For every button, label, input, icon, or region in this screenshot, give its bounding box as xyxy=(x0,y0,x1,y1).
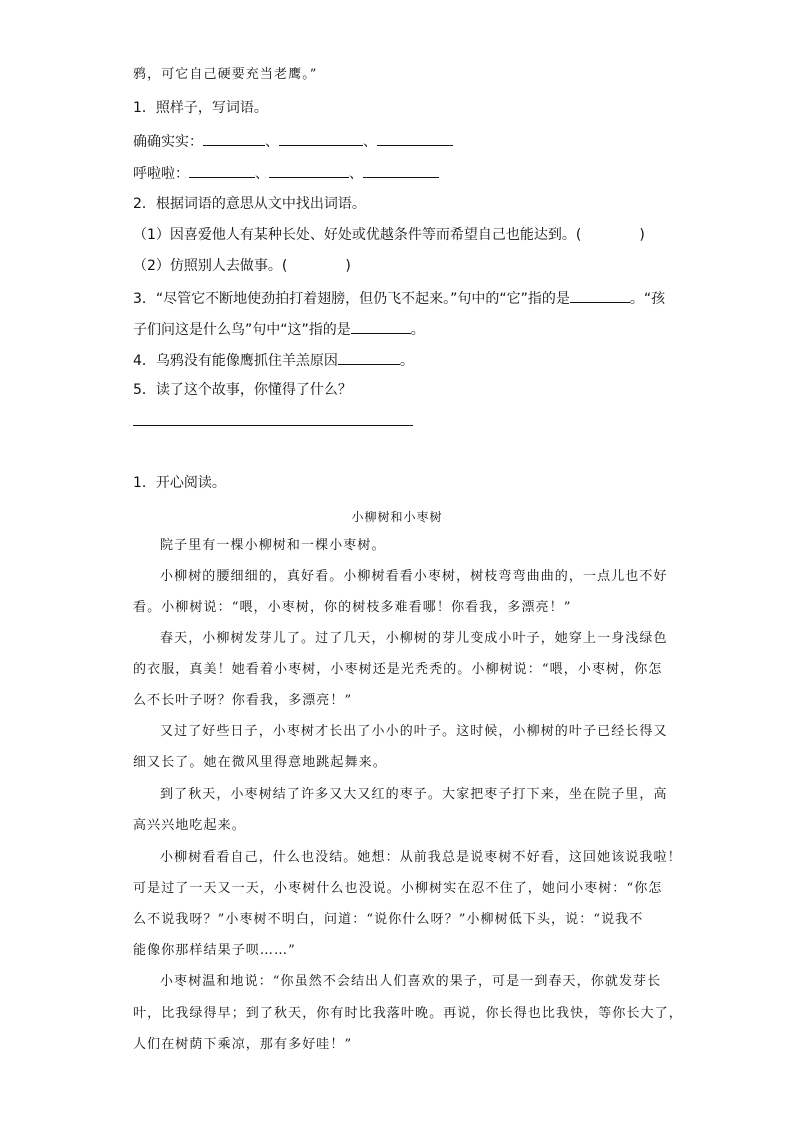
story-line: 春天，小柳树发芽儿了。过了几天，小柳树的芽儿变成小叶子，她穿上一身浅绿色 xyxy=(160,631,668,646)
story-line: 细又长了。她在微风里得意地跳起舞来。 xyxy=(133,755,387,770)
question-2: 2．根据词语的意思从文中找出词语。 xyxy=(133,196,366,212)
separator: 、 xyxy=(349,166,363,182)
answer-blank[interactable] xyxy=(189,163,255,178)
story-line: 小柳树的腰细细的，真好看。小柳树看看小枣树，树枝弯弯曲曲的，一点儿也不好 xyxy=(160,569,668,584)
answer-line-q5[interactable] xyxy=(133,425,413,426)
story-line: 小枣树温和地说：“你虽然不会结出人们喜欢的果子，可是一到春天，你就发芽长 xyxy=(160,974,662,989)
q3-text-b: 。“孩 xyxy=(629,291,666,307)
question-1: 1．照样子，写词语。 xyxy=(133,100,268,116)
q4-text: 4．乌鸦没有能像鹰抓住羊羔原因 xyxy=(133,353,338,369)
question-3-line-2 xyxy=(133,319,425,339)
question-5: 5．读了这个故事，你懂得了什么？ xyxy=(133,382,352,398)
close-paren: ) xyxy=(345,258,351,274)
story-line: 叶，比我绿得早；到了秋天，你有时比我落叶晚。再说，你长得也比我快，等你长大了， xyxy=(133,1006,683,1021)
separator: 、 xyxy=(265,134,279,150)
question-2-1 xyxy=(133,226,645,244)
separator: 、 xyxy=(255,166,269,182)
q3-text-d: 。 xyxy=(410,322,425,338)
q3-text-c: 子们问这是什么鸟”句中“这”指的是 xyxy=(133,322,351,338)
story-line: 看。小柳树说：“喂，小枣树，你的树枝多难看哪！你看我，多漂亮！” xyxy=(133,600,572,615)
q2-2-text: （2）仿照别人去做事。( xyxy=(133,258,288,274)
answer-blank[interactable] xyxy=(203,131,265,146)
story-line: 么不说我呀？”小枣树不明白，问道：“说你什么呀？”小柳树低下头，说：“说我不 xyxy=(133,912,644,927)
answer-blank[interactable] xyxy=(570,288,630,303)
question-2-2 xyxy=(133,257,351,275)
story-line: 人们在树荫下乘凉，那有多好哇！” xyxy=(133,1037,353,1052)
question-1-row-a xyxy=(133,131,453,151)
close-paren: ) xyxy=(639,227,645,243)
story-carry-line: 鸦，可它自己硬要充当老鹰。” xyxy=(133,67,318,82)
story-line: 能像你那样结果子呗……” xyxy=(133,943,296,958)
answer-blank[interactable] xyxy=(279,131,363,146)
story-line: 小柳树看看自己，什么也没结。她想：从前我总是说枣树不好看，这回她该说我啦！ xyxy=(160,850,682,865)
story-line: 么不长叶子呀？你看我，多漂亮！” xyxy=(133,693,353,708)
story-line: 院子里有一棵小柳树和一棵小枣树。 xyxy=(160,538,386,553)
question-1-row-b xyxy=(133,163,439,183)
answer-blank[interactable] xyxy=(338,350,400,365)
q3-text-a: 3．“尽管它不断地使劲拍打着翅膀，但仍飞不起来。”句中的“它”指的是 xyxy=(133,291,570,307)
story-line: 高兴兴地吃起来。 xyxy=(133,818,246,833)
answer-blank[interactable] xyxy=(351,319,411,334)
story-line: 到了秋天，小枣树结了许多又大又红的枣子。大家把枣子打下来，坐在院子里，高 xyxy=(160,787,668,802)
q1-b-label: 呼啦啦： xyxy=(133,166,189,182)
answer-blank[interactable] xyxy=(269,163,349,178)
story-line: 的衣服，真美！她看着小枣树，小枣树还是光秃秃的。小柳树说：“喂，小枣树，你怎 xyxy=(133,662,663,677)
question-3-line-1 xyxy=(133,288,665,308)
q2-1-text: （1）因喜爱他人有某种长处、好处或优越条件等而希望自己也能达到。( xyxy=(133,227,582,243)
story-line: 可是过了一天又一天，小枣树什么也没说。小柳树实在忍不住了，她问小枣树：“你怎 xyxy=(133,881,663,896)
answer-blank[interactable] xyxy=(363,163,439,178)
question-4 xyxy=(133,350,414,370)
reading-heading: 1．开心阅读。 xyxy=(133,475,226,491)
story-title: 小柳树和小枣树 xyxy=(351,510,443,524)
q1-a-label: 确确实实： xyxy=(133,134,203,150)
separator: 、 xyxy=(363,134,377,150)
answer-blank[interactable] xyxy=(377,131,453,146)
q4-end: 。 xyxy=(399,353,414,369)
story-line: 又过了好些日子，小枣树才长出了小小的叶子。这时候，小柳树的叶子已经长得又 xyxy=(160,724,668,739)
